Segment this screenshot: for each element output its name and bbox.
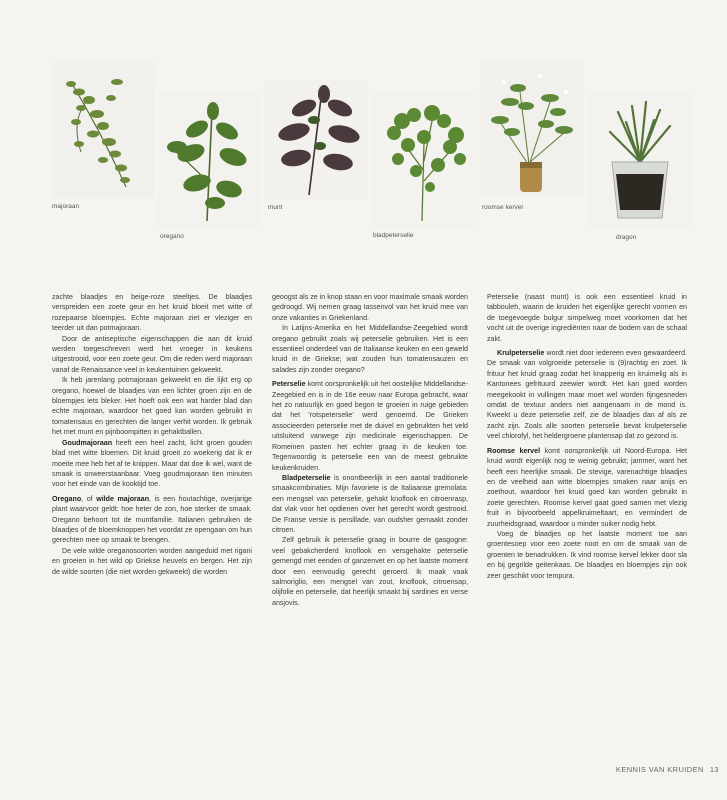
col2-paragraph: Zelf gebruik ik peterselie graag in bourre de gasgogne: veel gebakcherderd knoflook en versgehakte peterselie gemengd met eenden of ganzenvet en op het laatste moment door een eenvoudig gerecht geroerd. Ik maak vaak salmoriglio, een mengsel van zout, knoflook, citroensap, olijfolie en peterselie, dat heerlijk smaakt bij sardines en verse ansjovis.	[272, 536, 468, 607]
photo-roomse-kervel	[480, 62, 584, 197]
photo-munt	[264, 80, 368, 200]
photo-majoraan	[51, 62, 155, 198]
term-goudmajoraan: Goudmajoraan	[62, 438, 113, 447]
col3-paragraph: Peterselie (naast munt) is ook een essentieel kruid in tabbouleh, waarin de kruiden het eigenlijke gerecht vormen en de toegevoegde bulgur simpelweg moet voorkomen dat het vocht uit de overige ingrediënten naar de bodem van de schaal zakt.	[487, 293, 687, 343]
text-column-2	[272, 292, 468, 608]
col1-paragraph: Door de antiseptische eigenschappen die aan dit kruid werden toegeschreven werd het vroeger in keukens uitgestrooid, voor een zoete geur. Om die reden werd majoraan vanaf de Renaissance veel in keukentuinen gekweekt.	[52, 334, 252, 374]
caption-dragon: dragon	[616, 234, 637, 241]
term-bladpeterselie: Bladpeterselie	[282, 473, 331, 482]
caption-oregano: oregano	[160, 233, 184, 240]
col1-paragraph: De vele wilde oreganosoorten worden aangeduid met rigani en groeien in het wild op Griekse heuvels en bergen. Het zijn de wilde soorten (die niet worden gekweekt) die worden	[52, 546, 252, 576]
section-title: KENNIS VAN KRUIDEN	[615, 765, 704, 774]
caption-bladpeterselie: bladpeterselie	[373, 232, 414, 239]
col2-paragraph: In Latijns-Amerika en het Middellandse-Zeegebied wordt oregano gebruikt zoals wij peterselie gebruiken. Het is een essentieel onderdeel van de Italiaanse keuken en een geweld kruid in de Griekse; wat zouden hun tomatensauzen en salades zijn zonder oregano?	[272, 324, 468, 374]
caption-majoraan: majoraan	[52, 203, 80, 210]
term-roomse-kervel: Roomse kervel	[487, 446, 541, 455]
col2-paragraph: Bladpeterselie is onontbeerlijk in een aantal traditionele smaakcombinaties. Mijn favoriete is de Italiaanse gremolata: een mengsel van peterselie, gehakt knoflook en citroenrasp, dat vlak voor het opdienen over het gerecht wordt gestrooid. De Franse versie is persillade, van oudsher gemaakt zonder citroen.	[272, 473, 468, 534]
col2-paragraph: Peterselie komt oorspronkelijk uit het oostelijke Middellandse-Zeegebied en is in de 16e eeuw naar Europa gebracht, waar het zo natuurlijk en goed begon te groeien in ruige gebieden dat het 'rotspeterselie' werd genoemd. De Grieken associeerden peterselie met de duivel en gebruikten het veld uitsluitend vanwege zijn medicinale eigenschappen. De Romeinen pasten het echter graag in de keuken toe. Tegenwoordig is peterselie een van de meest gebruikte keukenkruiden.	[272, 380, 468, 472]
col3-paragraph: Voeg de blaadjes op het laatste moment toe aan groentesoep voor een zoete noot en om de smaak van de groenten te benadrukken. Ik vind roomse kervel lekker door sla en bij gegrilde geitenkaas. De blaadjes en bloempjes zijn ook zeer geschikt voor tempura.	[487, 529, 687, 580]
caption-munt: munt	[268, 204, 283, 211]
col3-paragraph: Krulpeterselie wordt niet door iedereen even gewaardeerd. De smaak van volgroeide peterselie is (9)rachtig en zoet. Ik frituur het kruid graag zodat het knapperig en kruimelig als in Kantonees gefrituurd zeewier wordt. Het kan goed worden meegekookt in vullingen maar moet wel worden fijngesneden omdat de textuur anders niet aangenaam in de mond is. Kweekt u deze peterselie zelf, zie de blaadjes dan af als ze zacht zijn. Zoals alle soorten peterselie bevat krulpeterselie veel chlorofyl, het heldergroene plantensap dat zo gezond is.	[487, 349, 687, 441]
term-oregano: Oregano	[52, 494, 82, 503]
photo-bladpeterselie	[372, 91, 478, 228]
col1-paragraph: Ik heb jarenlang potmajoraan gekweekt en die lijkt erg op oregano, hoewel de blaadjes van een lichter groen zijn en de bloempjes iets bleker. Het hoeft ook een wat harder blad dan echte majoraan, waardoor het goed kan worden gebruikt in tomatensaus en gerechten die langer verhit worden. Ik gebruik het met munt en pijnboompitten in gehaktballen.	[52, 376, 252, 437]
text-column-3	[487, 292, 687, 581]
text-column-1	[52, 292, 252, 577]
col1-paragraph: zachte blaadjes en beige-roze steeltjes. De blaadjes verspreiden een zoete geur en het kruid bloeit met witte of rozepaarse bloempjes. Echte majoraan ziet er vleziger en teerder uit dan potmajoraan.	[52, 293, 252, 333]
page-footer	[616, 765, 719, 774]
term-wilde-majoraan: wilde majoraan	[96, 494, 150, 503]
caption-roomse-kervel: roomse kervel	[482, 204, 523, 211]
photo-dragon	[588, 92, 692, 229]
page-number: 13	[709, 765, 719, 774]
col2-paragraph: geoogst als ze in knop staan en voor maximale smaak worden gedroogd. Wij nemen graag tassenvol van het kruid mee van onze vakanties in Griekenland.	[272, 293, 468, 322]
term-peterselie: Peterselie	[272, 380, 306, 389]
col1-paragraph: Goudmajoraan heeft een heel zacht, licht groen gouden blad met witte bloemen. Dit kruid groeit zo woekerig dat ik er moeite mee heb het af te knippen. Maar dat doe ik wel, want de smaak is onweerstaanbaar. Voeg goudmajoraan tien minuten voor het einde van de kooktijd toe.	[52, 438, 252, 489]
col3-paragraph: Roomse kervel komt oorspronkelijk uit Noord-Europa. Het kruid wordt eigenlijk nog te weinig gebruikt; jammer, want het heeft een heerlijke smaak. De stevige, varenachtige blaadjes en de veelheid aan witte bloempjes smaken naar anijs en zoethout, waardoor het kruid goed kan worden gebruikt in zoete gerechten. Roomse kervel gaat goed samen met vlezig fruit in bijvoorbeeld appelkruimeltaart, en vermindert de zuurheidsgraad, waardoor u minder suiker nodig hebt.	[487, 446, 687, 528]
col1-paragraph: Oregano, of wilde majoraan, is een houtachtige, overjarige plant waarvoor geldt: hoe heter de zon, hoe sterker de smaak. Oregano behoort tot de muntfamilie. Italianen gebruiken de blaadjes of de bloemknoppen het voordat ze opengaan om hun gerechten mee op smaak te brengen.	[52, 494, 252, 545]
term-krulpeterselie: Krulpeterselie	[497, 349, 545, 358]
photo-oregano	[157, 91, 261, 228]
